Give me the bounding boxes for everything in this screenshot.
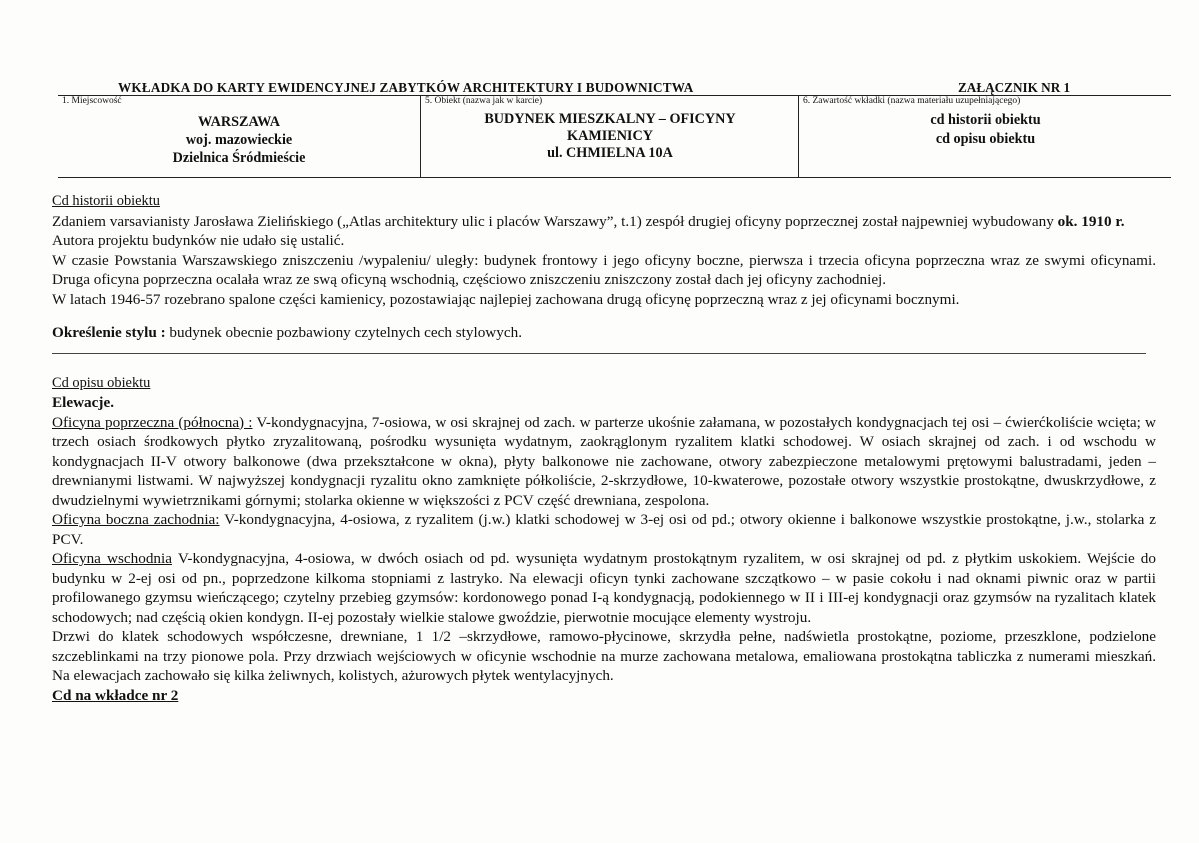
- elevations-heading: Elewacje.: [52, 394, 114, 411]
- object-values: [421, 111, 799, 162]
- west-wing-text: V-kondygnacyjna, 4-osiowa, z ryzalitem (j.w.) klatki schodowej w 3-ej osi od pd.; otwory okienne i balkonowe wszystkie prostokątne, j.w., stolarka z PCV.: [52, 511, 1156, 548]
- attachment-number: ZAŁĄCZNIK NR 1: [958, 80, 1071, 95]
- city-name: WARSZAWA: [198, 114, 280, 130]
- object-name-line2: KAMIENICY: [567, 128, 653, 144]
- district: Dzielnica Śródmieście: [172, 150, 306, 166]
- voivodeship: woj. mazowieckie: [185, 132, 293, 148]
- contents-label: 6. Zawartość wkładki (nazwa materiału uzupełniającego): [803, 96, 1021, 106]
- contents-item-history: cd historii obiektu: [930, 112, 1041, 128]
- object-label: 5. Obiekt (nazwa jak w karcie): [425, 96, 543, 106]
- object-name-line1: BUDYNEK MIESZKALNY – OFICYNY: [484, 111, 736, 127]
- history-paragraph-1: [52, 212, 1156, 232]
- contents-item-description: cd opisu obiektu: [935, 131, 1036, 147]
- east-wing-paragraph: [52, 549, 1156, 627]
- west-wing-paragraph: [52, 510, 1156, 549]
- style-paragraph: [52, 323, 1156, 343]
- north-wing-text: V-kondygnacyjna, 7-osiowa, w osi skrajnej od zach. w parterze ukośnie załamana, w pozostałych kondygnacjach tej osi – ćwierćkoliście wcięta; w trzech osiach środkowych płytko zryzalitowaną, pośrodku wysunięta wydatnym, zaokrąglonym ryzalitem klatki schodowej. W osiach skrajnej od zach. i od wschodu w kondygnacjach II-V otwory balkonowe (dwa przekształcone w okna), płyty balkonowe nie zachowane, otwory zabezpieczone metalowymi prętowymi balustradami, jeden – drewnianymi listwami. W najwyższej kondygnacji ryzalitu okno zamknięte półkoliście, 2-skrzydłowe, 10-kwaterowe, pozostałe otwory wszystkie prostokątne, dwuskrzydłowe, z dwudzielnymi wywietrznikami górnymi; stolarka okienne w większości z PCV część drewniana, zespolona.: [52, 413, 1156, 509]
- object-cell: [420, 96, 799, 177]
- east-wing-text: V-kondygnacyjna, 4-osiowa, w dwóch osiach od pd. wysunięta wydatnym prostokątnym ryzalitem, w osi skrajnej od pd. z płytkim uskokiem. Wejście do budynku w 2-ej osi od pn., poprzedzone kilkoma stopniami z lastryko. Na elewacji oficyn tynki zachowane szczątkowo – w pasie cokołu i nad oknami piwnic oraz w partii profilowanego gzymsu wieńczącego; czytelny przebieg gzymsów: kordonowego ponad I-ą kondygnacją, podokiennego w II i III-ej kondygnacji oraz gzymsów na ryzalitach klatek schodowych; nad częścią okien kondygn. II-ej pozostały wielkie stalowe gwoździe, pierwotnie mocujące elementy wystroju.: [52, 550, 1156, 626]
- locality-values: [58, 113, 420, 167]
- spacer: [52, 354, 1156, 374]
- locality-cell: [58, 96, 420, 177]
- history-paragraph-3: W czasie Powstania Warszawskiego zniszczeniu /wypaleniu/ uległy: budynek frontowy i jego oficyny boczne, pierwsza i trzecia oficyna poprzeczna wraz ze swymi oficynami. Druga oficyna poprzeczna ocalała wraz ze swą oficyną wschodnią, częściowo zniszczeniu zniszczony został dach jej oficyny zachodniej.: [52, 251, 1156, 288]
- document-body: [52, 192, 1156, 705]
- metadata-table: [58, 96, 1171, 178]
- east-wing-label: Oficyna wschodnia: [52, 550, 172, 567]
- contents-cell: [798, 96, 1172, 177]
- history-paragraph-4: W latach 1946-57 rozebrano spalone części kamienicy, pozostawiając najlepiej zachowana drugą oficynę poprzeczną wraz z jej oficynami bocznymi.: [52, 290, 960, 308]
- form-title: WKŁADKA DO KARTY EWIDENCYJNEJ ZABYTKÓW ARCHITEKTURY I BUDOWNICTWA: [118, 80, 694, 95]
- style-label: Określenie stylu :: [52, 324, 166, 341]
- spacer: [52, 309, 1156, 323]
- history-heading: Cd historii obiektu: [52, 193, 160, 209]
- doors-paragraph: Drzwi do klatek schodowych współczesne, drewniane, 1 1/2 –skrzydłowe, ramowo-płycinowe, skrzydła pełne, nadświetla prostokątne, poziome, przeszklone, podzielone szczeblinkami na trzy pionowe pola. Przy drzwiach wejściowych w oficynie wschodnie na murze zachowana metalowa, emaliowana prostokątna tabliczka z numerami mieszkań. Na elewacjach zachowało się kilka żeliwnych, kolistych, ażurowych płytek wentylacyjnych.: [52, 628, 1156, 684]
- description-heading: Cd opisu obiektu: [52, 374, 151, 391]
- object-address: ul. CHMIELNA 10A: [547, 145, 673, 161]
- north-wing-paragraph: [52, 413, 1156, 511]
- history-paragraph-2: Autora projektu budynków nie udało się ustalić.: [52, 232, 345, 249]
- north-wing-label: Oficyna poprzeczna (północna) :: [52, 413, 253, 431]
- history-text: Zdaniem varsavianisty Jarosława Zielińskiego („Atlas architektury ulic i placów Warszawy”, t.1) zespół drugiej oficyny poprzecznej został najpewniej wybudowany: [52, 212, 1058, 230]
- continued-note: Cd na wkładce nr 2: [52, 686, 179, 704]
- locality-label: 1. Miejscowość: [62, 96, 122, 106]
- construction-date: ok. 1910 r.: [1057, 212, 1125, 230]
- west-wing-label: Oficyna boczna zachodnia:: [52, 511, 220, 528]
- contents-values: [799, 111, 1172, 149]
- style-text: budynek obecnie pozbawiony czytelnych cech stylowych.: [165, 324, 522, 341]
